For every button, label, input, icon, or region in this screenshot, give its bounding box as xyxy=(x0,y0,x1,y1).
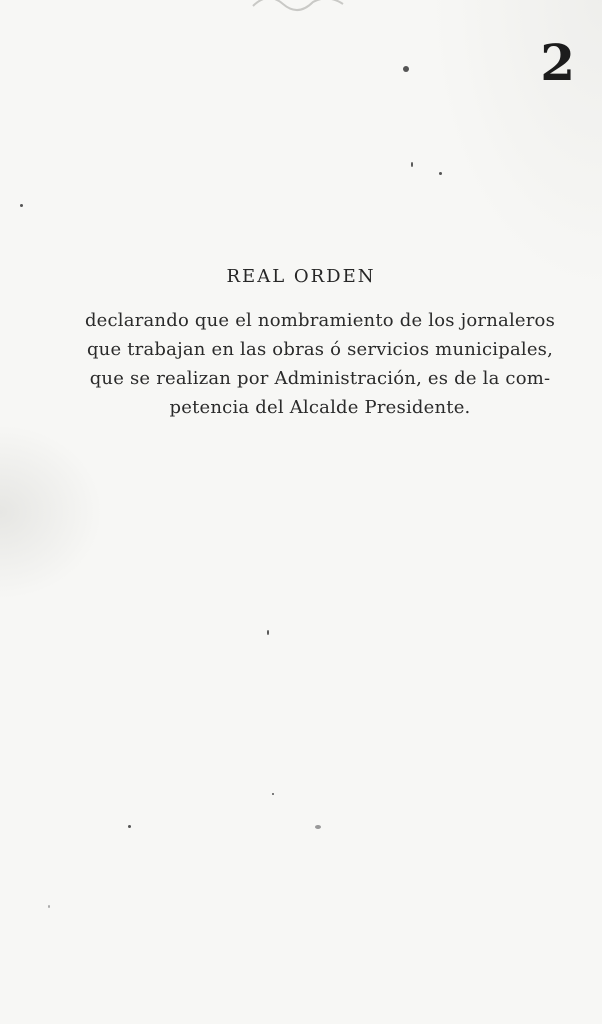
document-body xyxy=(50,306,590,422)
ink-speck xyxy=(403,66,409,72)
page-number: 2 xyxy=(540,33,574,92)
ink-speck xyxy=(411,162,413,167)
document-title: REAL ORDEN xyxy=(226,266,376,287)
ink-speck xyxy=(20,204,23,207)
body-line: que trabajan en las obras ó servicios municipales, xyxy=(86,339,554,360)
ink-speck xyxy=(439,172,442,175)
ink-speck xyxy=(48,905,50,908)
ink-speck xyxy=(267,630,269,635)
ink-speck xyxy=(272,793,274,795)
body-line: petencia del Alcalde Presidente. xyxy=(169,397,471,418)
body-line: que se realizan por Administración, es de la com- xyxy=(89,368,551,389)
body-line: declarando que el nombramiento de los jornaleros xyxy=(84,310,556,331)
handwritten-mark-icon xyxy=(248,0,368,16)
ink-speck xyxy=(128,825,131,828)
ink-speck xyxy=(315,825,321,829)
